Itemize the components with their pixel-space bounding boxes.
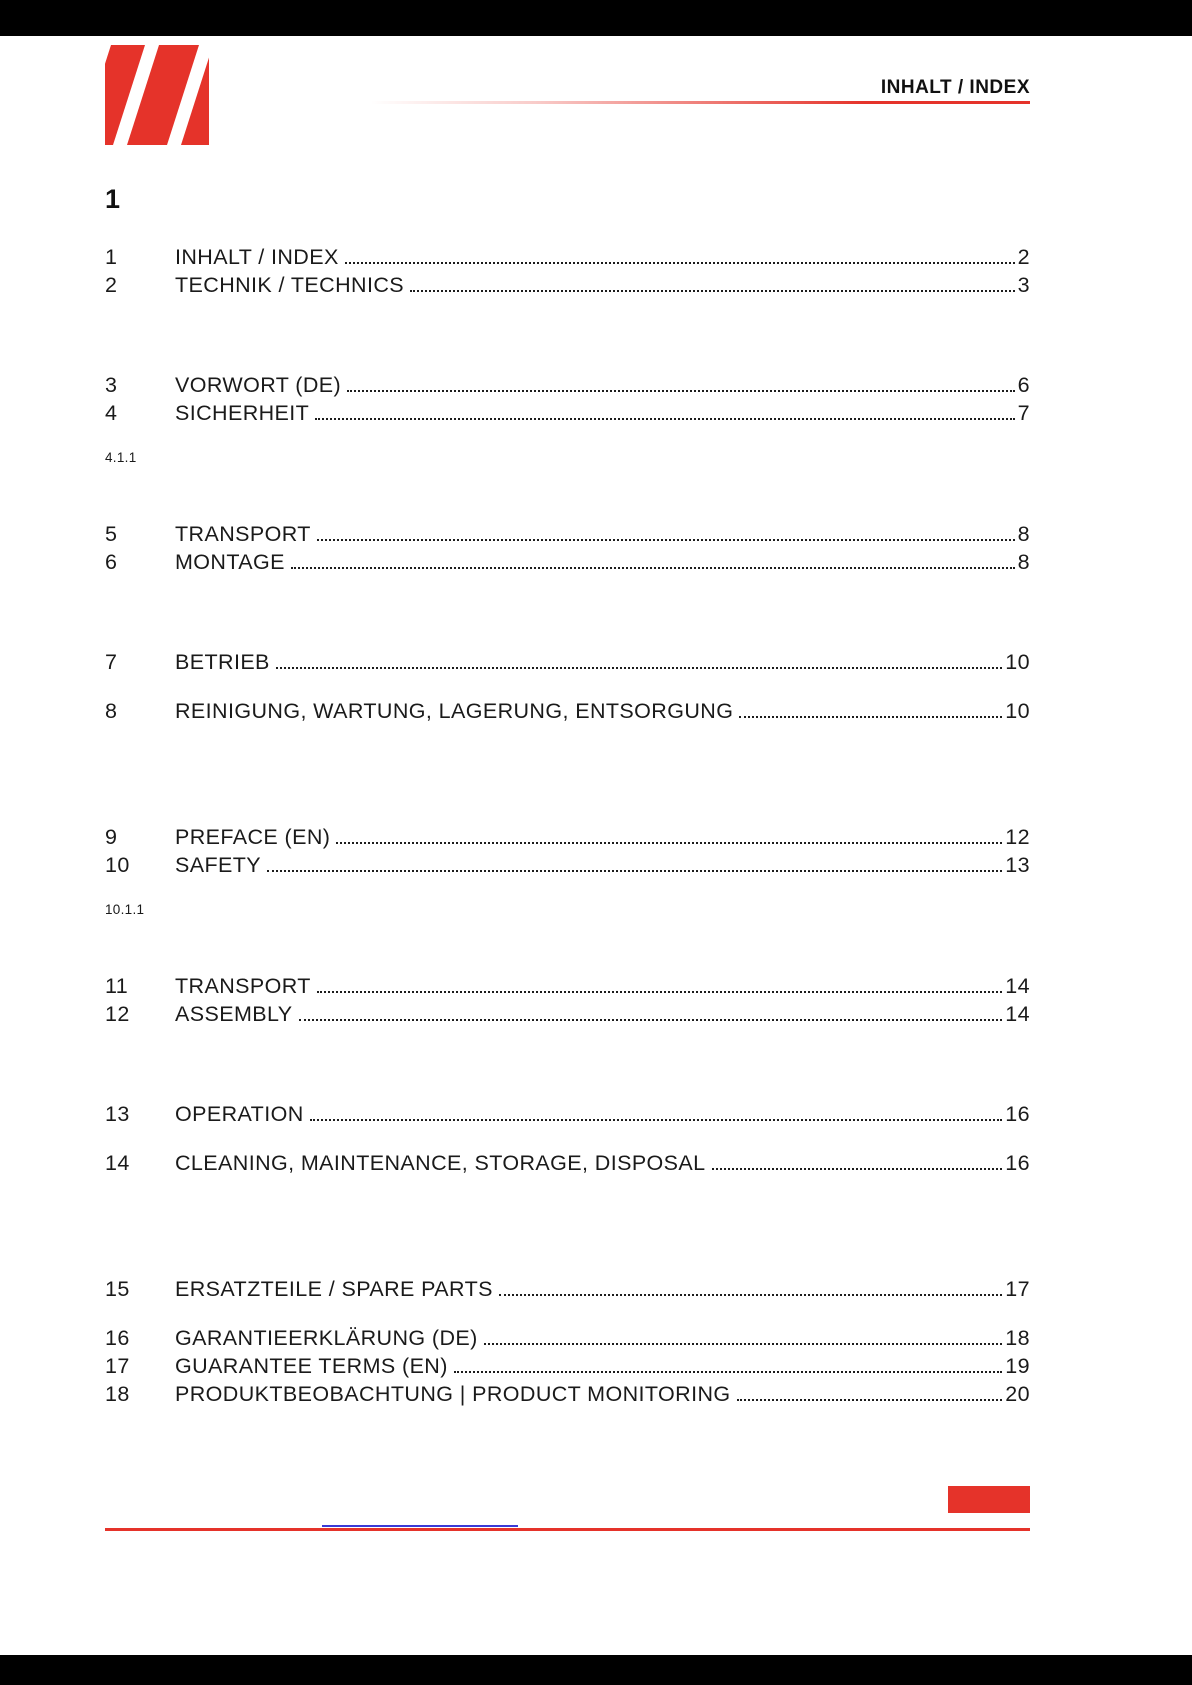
- toc-entry-page: 6: [1017, 373, 1030, 397]
- toc-entry-page: 12: [1005, 825, 1030, 849]
- toc-dot-leader: [739, 716, 1002, 718]
- toc-dot-leader: [454, 1371, 1002, 1373]
- toc-entry-number: 18: [105, 1382, 130, 1406]
- toc-entry-number: 11: [105, 974, 129, 998]
- toc-entry-number: 14: [105, 1151, 130, 1175]
- toc-dot-leader: [317, 539, 1015, 541]
- toc-entry: [105, 1000, 1030, 1028]
- toc-entry-title: CLEANING, MAINTENANCE, STORAGE, DISPOSAL: [175, 1151, 706, 1175]
- toc-dot-leader: [315, 418, 1014, 420]
- toc-sub-entry-number: 10.1.1: [105, 902, 145, 917]
- toc-entry-title: INHALT / INDEX: [175, 245, 339, 269]
- toc-entry-title: TECHNIK / TECHNICS: [175, 273, 404, 297]
- toc-entry-page: 10: [1005, 699, 1030, 723]
- toc-entry: [105, 823, 1030, 851]
- toc-entry-title: ASSEMBLY: [175, 1002, 293, 1026]
- toc-entry-page: 14: [1005, 1002, 1030, 1026]
- toc-entry-title: ERSATZTEILE / SPARE PARTS: [175, 1277, 493, 1301]
- toc-entry-number: 13: [105, 1102, 130, 1126]
- toc-entry-number: 7: [105, 650, 118, 674]
- toc-entry-number: 4: [105, 401, 118, 425]
- toc-entry-number: 6: [105, 550, 118, 574]
- toc-entry: [105, 1275, 1030, 1303]
- toc-entry-number: 3: [105, 373, 118, 397]
- toc-entry: [105, 1324, 1030, 1352]
- top-black-bar: [0, 0, 1192, 36]
- toc-entry-page: 3: [1017, 273, 1030, 297]
- bottom-black-bar: [0, 1655, 1192, 1685]
- toc-entry-number: 8: [105, 699, 118, 723]
- toc-dot-leader: [712, 1168, 1003, 1170]
- toc-dot-leader: [291, 567, 1015, 569]
- toc-entry-title: BETRIEB: [175, 650, 270, 674]
- toc-entry-title: TRANSPORT: [175, 974, 311, 998]
- toc-dot-leader: [299, 1019, 1003, 1021]
- toc-entry-page: 10: [1005, 650, 1030, 674]
- toc-entry-title: GARANTIEERKLÄRUNG (DE): [175, 1326, 478, 1350]
- toc-entry-page: 19: [1005, 1354, 1030, 1378]
- toc-entry-title: REINIGUNG, WARTUNG, LAGERUNG, ENTSORGUNG: [175, 699, 734, 723]
- diagonal-stripes-logo-icon: [105, 45, 209, 145]
- toc-entry-page: 7: [1017, 401, 1030, 425]
- chapter-number: 1: [105, 184, 121, 214]
- toc-dot-leader: [336, 842, 1002, 844]
- toc-entry-number: 16: [105, 1326, 130, 1350]
- toc-entry-number: 12: [105, 1002, 130, 1026]
- toc-entry: [105, 371, 1030, 399]
- toc-dot-leader: [276, 667, 1002, 669]
- toc-dot-leader: [347, 390, 1015, 392]
- toc-entry-title: OPERATION: [175, 1102, 304, 1126]
- toc-entry: [105, 1100, 1030, 1128]
- toc-entry-page: 8: [1017, 522, 1030, 546]
- toc-entry: [105, 1380, 1030, 1408]
- toc-entry-number: 15: [105, 1277, 130, 1301]
- toc-entry: [105, 271, 1030, 299]
- toc-entry: [105, 851, 1030, 879]
- toc-entry-number: 2: [105, 273, 118, 297]
- toc-entry-number: 9: [105, 825, 118, 849]
- toc-dot-leader: [410, 290, 1015, 292]
- toc-entry-page: 13: [1005, 853, 1030, 877]
- toc-entry-page: 2: [1017, 245, 1030, 269]
- toc-entry: [105, 697, 1030, 725]
- page-header-title: INHALT / INDEX: [880, 77, 1030, 98]
- toc-entry-title: SICHERHEIT: [175, 401, 310, 425]
- toc-entry-number: 17: [105, 1354, 130, 1378]
- header-red-rule: [370, 101, 1030, 104]
- toc-entry: [105, 1352, 1030, 1380]
- toc-entry-title: MONTAGE: [175, 550, 285, 574]
- footer-page-number-block: [948, 1486, 1030, 1513]
- company-logo: [105, 45, 209, 145]
- toc-entry: [105, 1149, 1030, 1177]
- toc-dot-leader: [267, 870, 1002, 872]
- toc-dot-leader: [345, 262, 1015, 264]
- footer-red-rule: [105, 1528, 1030, 1531]
- toc-entry-title: VORWORT (DE): [175, 373, 342, 397]
- toc-dot-leader: [737, 1399, 1003, 1401]
- toc-list: [105, 243, 1030, 1408]
- toc-dot-leader: [484, 1343, 1003, 1345]
- toc-entry-page: 14: [1005, 974, 1030, 998]
- toc-entry-title: GUARANTEE TERMS (EN): [175, 1354, 448, 1378]
- toc-entry: [105, 548, 1030, 576]
- toc-sub-entry: [105, 449, 1030, 466]
- toc-entry-number: 1: [105, 245, 118, 269]
- toc-entry-title: TRANSPORT: [175, 522, 311, 546]
- toc-sub-entry: [105, 901, 1030, 918]
- toc-entry: [105, 648, 1030, 676]
- toc-entry-page: 20: [1005, 1382, 1030, 1406]
- toc-entry-title: SAFETY: [175, 853, 262, 877]
- toc-entry-title: PRODUKTBEOBACHTUNG | PRODUCT MONITORING: [175, 1382, 731, 1406]
- toc-dot-leader: [499, 1294, 1002, 1296]
- toc-entry-page: 18: [1005, 1326, 1030, 1350]
- toc-entry: [105, 520, 1030, 548]
- toc-entry-page: 8: [1017, 550, 1030, 574]
- toc-entry-title: PREFACE (EN): [175, 825, 331, 849]
- toc-entry: [105, 972, 1030, 1000]
- toc-entry-page: 16: [1005, 1151, 1030, 1175]
- toc-entry-page: 16: [1005, 1102, 1030, 1126]
- toc-dot-leader: [317, 991, 1002, 993]
- toc-entry-number: 10: [105, 853, 130, 877]
- toc-entry-number: 5: [105, 522, 118, 546]
- footer-link[interactable]: [322, 1516, 518, 1527]
- toc-entry-page: 17: [1005, 1277, 1030, 1301]
- toc-entry: [105, 243, 1030, 271]
- toc-sub-entry-number: 4.1.1: [105, 450, 137, 465]
- toc-entry: [105, 399, 1030, 427]
- toc-dot-leader: [310, 1119, 1003, 1121]
